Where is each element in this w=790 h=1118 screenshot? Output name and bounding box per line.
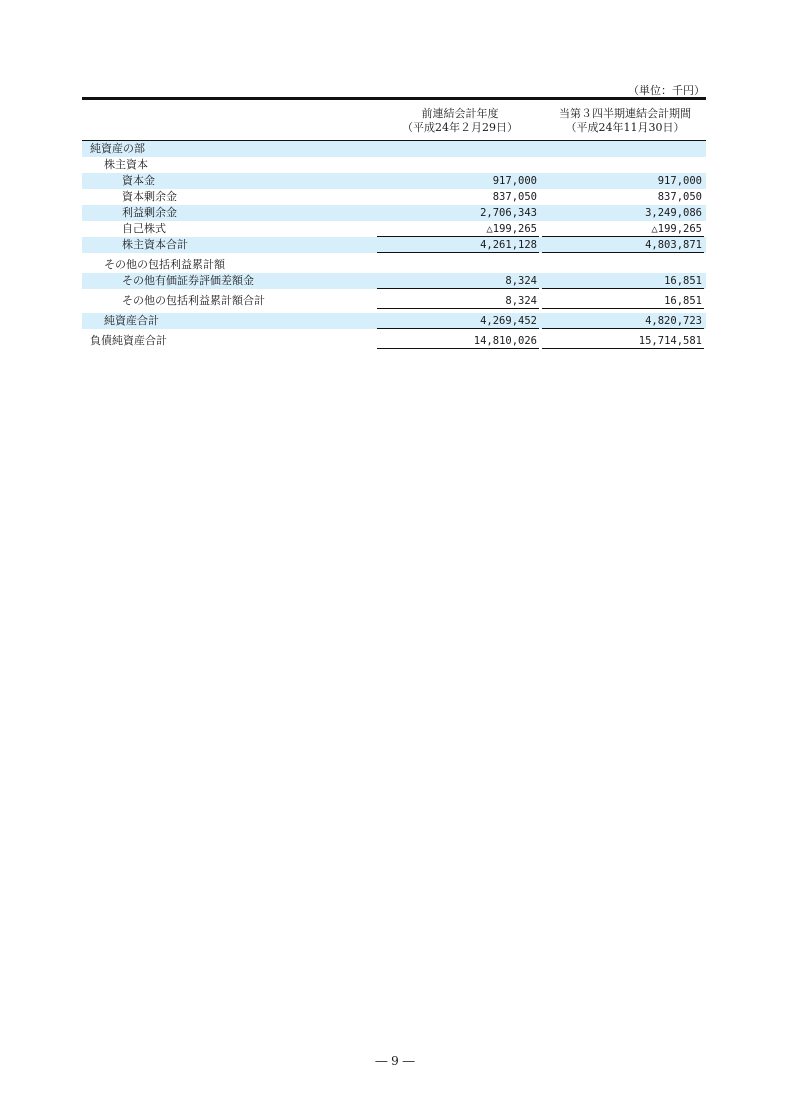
- value-prev: 2,706,343: [480, 207, 537, 219]
- row-label: 自己株式: [122, 222, 166, 235]
- table-row-treasury-stock: [82, 221, 706, 237]
- table-row-total-liabilities-net-assets: [82, 333, 706, 349]
- unit-label: （単位：千円）: [628, 84, 705, 97]
- value-prev: △199,265: [377, 221, 539, 237]
- value-prev: 917,000: [492, 175, 537, 187]
- table-row-capital-stock: [82, 173, 706, 189]
- value-prev: 4,269,452: [377, 313, 539, 329]
- column-header-prev-title: 前連結会計年度: [421, 107, 499, 120]
- table-row-total-shareholders-equity: [82, 237, 706, 253]
- table-row-shareholders-equity: [82, 157, 706, 173]
- column-header-prev-date: （平成24年２月29日）: [402, 121, 518, 134]
- table-header: [82, 100, 706, 141]
- row-label: 資本剰余金: [122, 190, 177, 203]
- table-row-capital-surplus: [82, 189, 706, 205]
- value-curr: 837,050: [657, 191, 702, 203]
- row-label: 利益剰余金: [122, 206, 177, 219]
- value-curr: 15,714,581: [542, 333, 704, 349]
- balance-sheet-table: [82, 97, 706, 349]
- table-row-total-net-assets: [82, 313, 706, 329]
- row-label: 純資産の部: [90, 142, 145, 155]
- table-row-total-accumulated-oci: [82, 293, 706, 309]
- value-prev: 14,810,026: [377, 333, 539, 349]
- value-curr: 4,803,871: [542, 237, 704, 253]
- table-row-accumulated-oci: [82, 257, 706, 273]
- column-header-current-period: [544, 107, 706, 135]
- value-prev: 8,324: [377, 273, 539, 289]
- value-prev: 837,050: [492, 191, 537, 203]
- value-curr: 917,000: [657, 175, 702, 187]
- column-header-curr-title: 当第３四半期連結会計期間: [559, 107, 691, 120]
- row-label: その他の包括利益累計額: [104, 258, 225, 271]
- value-curr: 16,851: [542, 273, 704, 289]
- value-curr: 3,249,086: [645, 207, 702, 219]
- value-curr: 16,851: [542, 293, 704, 309]
- value-curr: 4,820,723: [542, 313, 704, 329]
- page-number: ― 9 ―: [375, 1054, 415, 1068]
- value-prev: 8,324: [377, 293, 539, 309]
- row-label: その他の包括利益累計額合計: [122, 294, 265, 307]
- value-prev: 4,261,128: [377, 237, 539, 253]
- column-header-curr-date: （平成24年11月30日）: [565, 121, 685, 134]
- row-label: 負債純資産合計: [90, 334, 167, 347]
- row-label: その他有価証券評価差額金: [122, 274, 254, 287]
- table-row-net-assets-section: [82, 141, 706, 157]
- row-label: 株主資本合計: [122, 238, 188, 251]
- table-row-valuation-difference: [82, 273, 706, 289]
- table-row-retained-earnings: [82, 205, 706, 221]
- value-curr: △199,265: [542, 221, 704, 237]
- row-label: 資本金: [122, 174, 155, 187]
- row-label: 純資産合計: [104, 314, 159, 327]
- row-label: 株主資本: [104, 158, 148, 171]
- column-header-prev-year: [379, 107, 541, 135]
